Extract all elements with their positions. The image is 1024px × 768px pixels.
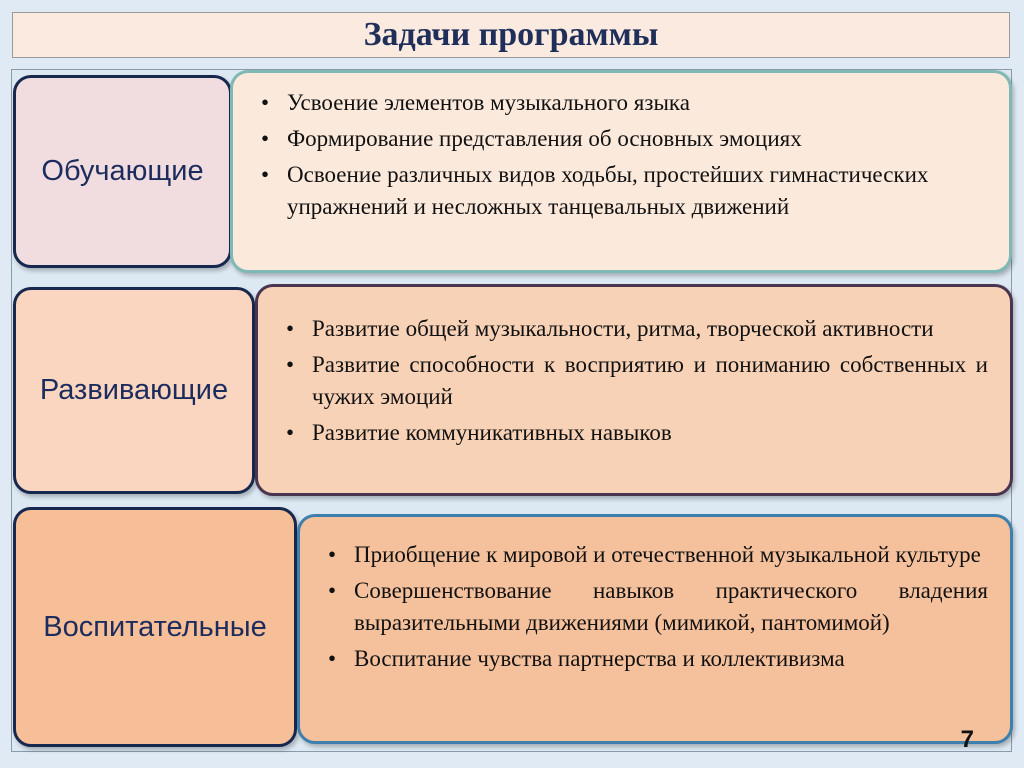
list-item: • Воспитание чувства партнерства и коллективизма: [324, 643, 988, 675]
list-item: • Развитие общей музыкальности, ритма, творческой активности: [282, 313, 988, 345]
category-label-developing: [13, 287, 255, 494]
task-list: [257, 87, 987, 223]
content-box-educational: [297, 514, 1013, 744]
category-label-text: Обучающие: [41, 155, 204, 187]
list-item: • Развитие способности к восприятию и пониманию собственных и чужих эмоций: [282, 349, 988, 413]
category-label-text: Воспитательные: [43, 610, 267, 643]
list-item: • Совершенствование навыков практического владения выразительными движениями (мимикой, пантомимой): [324, 575, 988, 639]
list-item: • Усвоение элементов музыкального языка: [257, 87, 987, 119]
content-box-teaching: [230, 70, 1012, 273]
list-item: • Формирование представления об основных эмоциях: [257, 123, 987, 155]
category-label-text: Развивающие: [39, 374, 229, 406]
slide-title: Задачи программы: [363, 16, 659, 53]
content-box-developing: [255, 284, 1013, 496]
list-item: • Освоение различных видов ходьбы, простейших гимнастических упражнений и несложных танцевальных движений: [257, 159, 987, 223]
task-list: [324, 539, 988, 675]
title-bar: [12, 12, 1010, 58]
category-label-educational: [13, 507, 297, 747]
page-number: 7: [960, 726, 974, 753]
category-label-teaching: [13, 75, 232, 268]
list-item: • Приобщение к мировой и отечественной музыкальной культуре: [324, 539, 988, 571]
task-list: [282, 313, 988, 449]
list-item: • Развитие коммуникативных навыков: [282, 417, 988, 449]
